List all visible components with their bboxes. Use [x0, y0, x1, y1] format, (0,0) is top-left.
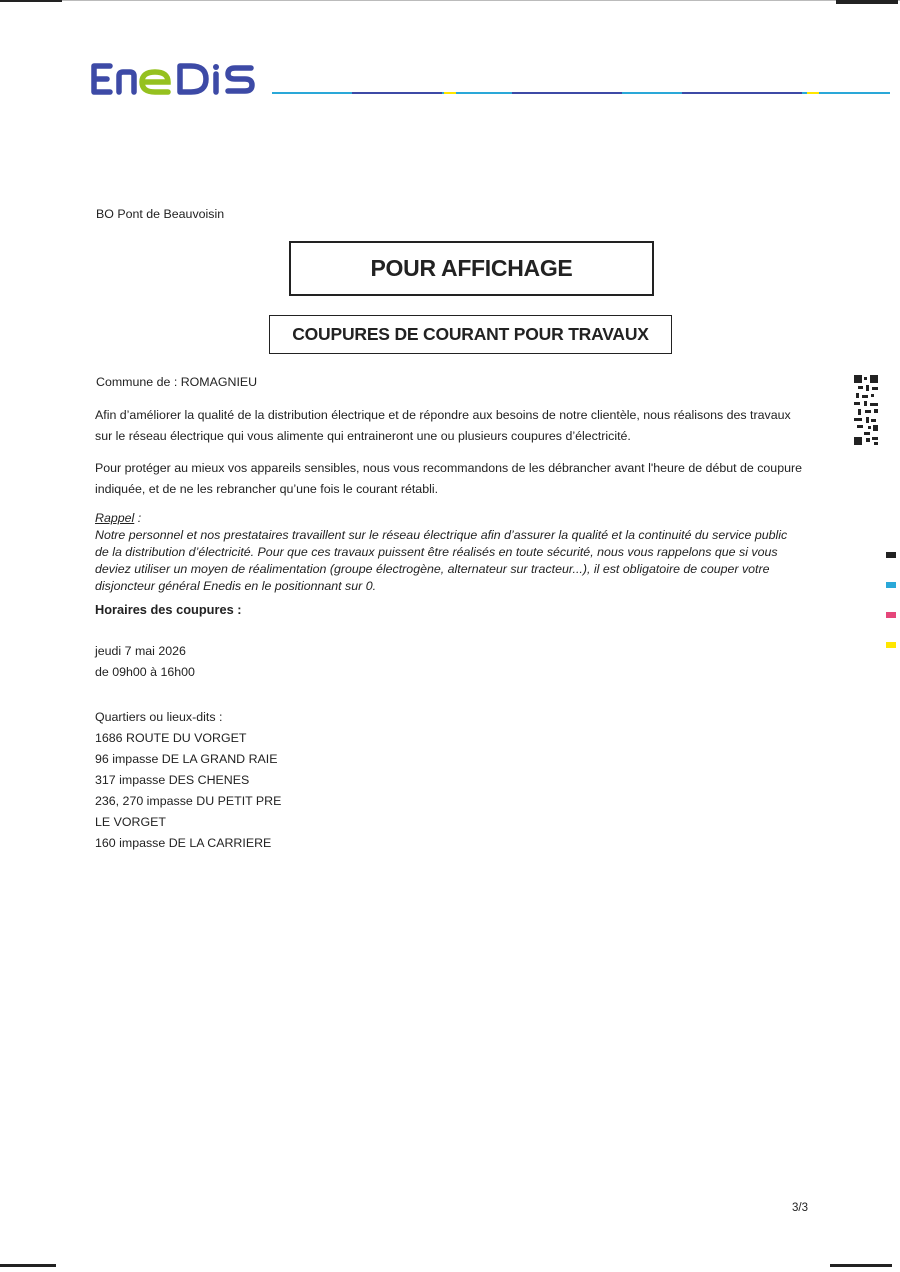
reminder-line: de la distribution d’électricité. Pour que ces travaux puissent être réalisés en toute sécurité, nous vous rappelons que si vous	[95, 545, 778, 559]
notice-subtitle: COUPURES DE COURANT POUR TRAVAUX	[292, 324, 649, 344]
commune-line: Commune de : ROMAGNIEU	[96, 375, 258, 389]
header-rule	[272, 92, 890, 94]
place-item: 160 impasse DE LA CARRIERE	[95, 836, 272, 850]
notice-title: POUR AFFICHAGE	[370, 255, 573, 281]
paragraph-line: indiquée, et de ne les rebrancher qu’une fois le courant rétabli.	[95, 482, 439, 496]
notice-subtitle-box	[269, 315, 672, 354]
scan-mark	[836, 0, 898, 4]
paragraph-line: Afin d’améliorer la qualité de la distribution électrique et de répondre aux besoins de notre clientèle, nous réalisons des travaux	[95, 408, 791, 422]
scan-top-edge	[0, 0, 900, 1]
protection-paragraph	[95, 458, 835, 500]
color-mark-cyan	[886, 582, 896, 588]
schedule-heading: Horaires des coupures :	[95, 602, 242, 617]
scan-mark	[830, 1264, 892, 1267]
paragraph-line: Pour protéger au mieux vos appareils sensibles, nous vous recommandons de les débrancher avant l'heure de début de coupure	[95, 461, 802, 475]
qr-code	[854, 375, 878, 445]
color-mark-yellow	[886, 642, 896, 648]
reminder-block	[95, 510, 835, 595]
reminder-line: disjoncteur général Enedis en le positionnant sur 0.	[95, 579, 377, 593]
scan-mark	[0, 0, 62, 2]
reminder-line: deviez utiliser un moyen de réalimentation (groupe électrogène, alternateur sur tracteur...), il est obligatoire de couper votre	[95, 562, 770, 576]
outage-date: jeudi 7 mai 2026	[95, 644, 186, 658]
place-item: 236, 270 impasse DU PETIT PRE	[95, 794, 282, 808]
place-item: 317 impasse DES CHENES	[95, 773, 250, 787]
reminder-colon: :	[134, 511, 142, 525]
place-item: 96 impasse DE LA GRAND RAIE	[95, 752, 278, 766]
color-mark-magenta	[886, 612, 896, 618]
notice-title-box	[289, 241, 654, 296]
outage-time-range: de 09h00 à 16h00	[95, 665, 195, 679]
schedule-block	[95, 641, 195, 683]
enedis-logo	[88, 58, 260, 98]
paragraph-line: sur le réseau électrique qui vous alimente qui entraineront une ou plusieurs coupures d’électricité.	[95, 429, 631, 443]
scan-mark	[0, 1264, 56, 1267]
office-name: BO Pont de Beauvoisin	[96, 207, 225, 221]
reminder-heading	[95, 510, 835, 527]
reminder-line: Notre personnel et nos prestataires travaillent sur le réseau électrique afin d’assurer la qualité et la continuité du service public	[95, 528, 788, 542]
intro-paragraph	[95, 405, 835, 447]
place-item: 1686 ROUTE DU VORGET	[95, 731, 247, 745]
places-block	[95, 707, 281, 854]
page-number: 3/3	[792, 1202, 808, 1214]
reminder-label: Rappel	[95, 511, 135, 525]
places-heading: Quartiers ou lieux-dits :	[95, 710, 223, 724]
place-item: LE VORGET	[95, 815, 166, 829]
color-mark-black	[886, 552, 896, 558]
